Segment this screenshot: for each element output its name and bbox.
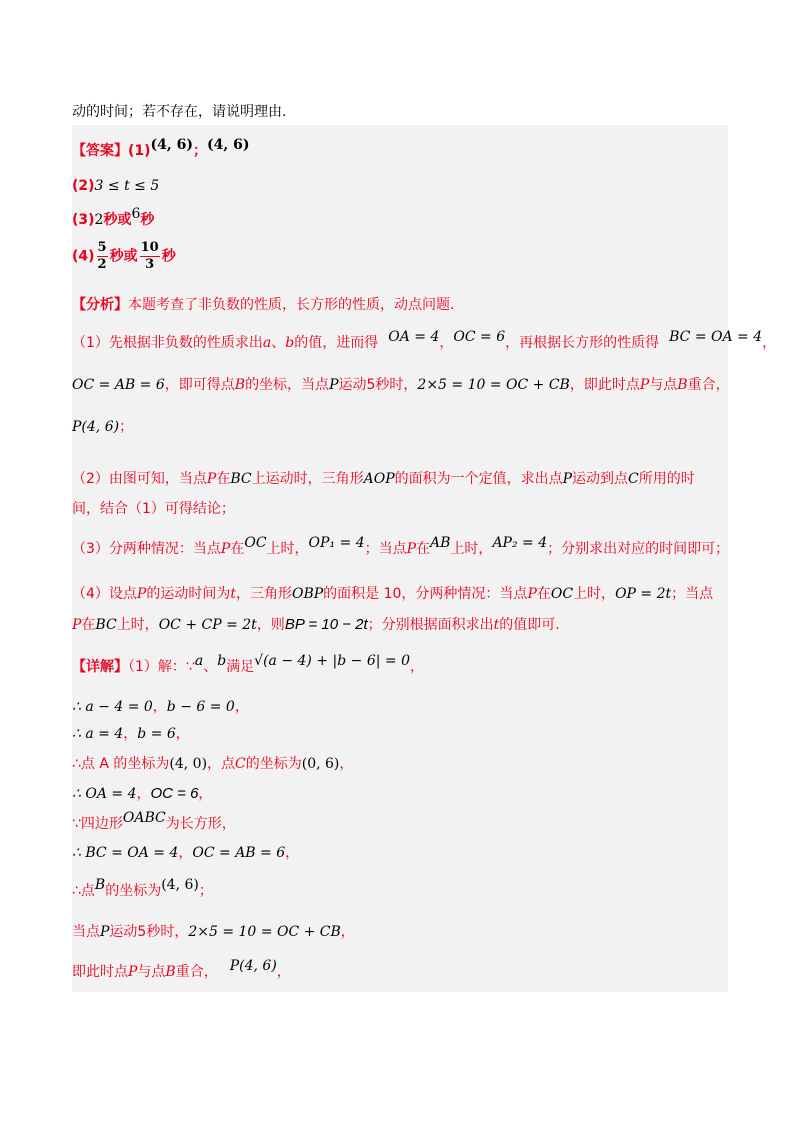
detail-line-9 <box>72 921 355 941</box>
equation: BC = OA = 4 <box>669 329 763 345</box>
analysis-line-0 <box>72 294 454 314</box>
analysis-text: 在 <box>536 586 551 602</box>
detail-text: ， <box>340 924 355 940</box>
answer-part-4-middle: 秒或 <box>109 248 138 265</box>
answer-part-3-prefix: (3) <box>72 212 95 228</box>
detail-text: ， <box>410 659 424 675</box>
detail-text: ， <box>152 699 167 715</box>
detail-line-2 <box>72 696 249 716</box>
answer-part-1-prefix: (1) <box>128 143 151 159</box>
question-text-tail: 动的时间；若不存在，请说明理由. <box>72 104 287 120</box>
analysis-intro: 本题考查了非负数的性质，长方形的性质，动点问题. <box>128 297 455 313</box>
equation: OA = 4 <box>388 329 440 345</box>
detail-text: 即此时点 <box>72 964 128 980</box>
analysis-text: 上运动时，三角形 <box>251 471 364 487</box>
analysis-line-7 <box>72 583 713 603</box>
analysis-text: ；分别根据面积求出 <box>367 617 494 633</box>
analysis-line-4 <box>72 468 695 488</box>
triangle-OBP: OBP <box>291 586 324 602</box>
analysis-line-1 <box>72 329 777 352</box>
analysis-text: （4）设点 <box>72 586 137 602</box>
equation: b = 6 <box>137 726 176 742</box>
analysis-text: 上时， <box>450 541 493 557</box>
segment-OC: OC <box>244 535 267 551</box>
detail-text: ∴点 <box>72 883 95 899</box>
point-P: P <box>527 586 537 602</box>
segment-BC: BC <box>95 617 117 633</box>
analysis-text: ；当点 <box>671 586 714 602</box>
detail-text: ， <box>285 845 300 861</box>
fraction-1-numerator: 5 <box>97 240 107 255</box>
detail-text: ， <box>339 756 354 772</box>
detail-line-3 <box>72 723 190 743</box>
analysis-text: ， <box>762 335 777 351</box>
equation: OP = 2t <box>615 586 672 602</box>
equation: 2×5 = 10 = OC + CB <box>417 377 570 393</box>
point-P: P <box>72 617 82 633</box>
analysis-text: 的面积是 10，分两种情况：当点 <box>323 586 528 602</box>
answer-part-2-expression: 3 ≤ t ≤ 5 <box>94 178 160 194</box>
detail-line-6 <box>72 810 236 833</box>
answer-line-4 <box>72 240 176 273</box>
coordinate-C: (0, 6) <box>301 756 340 772</box>
point-C: C <box>235 756 246 772</box>
analysis-text: 重合， <box>687 377 730 393</box>
equation: √(a − 4) + |b − 6| = 0 <box>254 653 410 669</box>
point-P: P <box>562 471 573 487</box>
detail-text: 的坐标为 <box>105 883 162 899</box>
answer-part-3-end: 秒 <box>140 212 155 228</box>
answer-label: 【答案】 <box>72 143 128 159</box>
answer-line-3 <box>72 206 155 229</box>
segment-BC: BC <box>230 471 252 487</box>
answer-line-2 <box>72 178 159 194</box>
detail-text: ， <box>234 699 249 715</box>
equation: BP = 10 − 2t <box>284 616 368 633</box>
detail-text: ， <box>198 786 213 802</box>
detail-text: 的坐标为 <box>245 756 302 772</box>
analysis-text: 运动到点 <box>572 471 629 487</box>
answer-part-1-value-1: (4, 6) <box>150 137 194 153</box>
analysis-line-8 <box>72 614 560 634</box>
detail-text: ∵四边形 <box>72 816 123 832</box>
analysis-text: ；分别求出对应的时间即可； <box>547 541 730 557</box>
equation: OP₁ = 4 <box>308 535 365 551</box>
equation: 2×5 = 10 = OC + CB <box>188 924 341 940</box>
equation: P(4, 6) <box>72 419 120 435</box>
point-B: B <box>94 877 106 893</box>
analysis-text: 的面积为一个定值，求出点 <box>394 471 563 487</box>
analysis-text: 的值，进而得 <box>294 335 379 351</box>
detail-line-1 <box>72 653 424 676</box>
analysis-text: 运动5秒时， <box>338 377 418 393</box>
analysis-text: 在 <box>216 471 231 487</box>
analysis-text: 所用的时 <box>638 471 695 487</box>
analysis-text: ，则 <box>256 617 285 633</box>
analysis-text: 上时， <box>116 617 159 633</box>
detail-text: 重合， <box>175 964 218 980</box>
analysis-line-5: 间，结合（1）可得结论； <box>72 501 235 517</box>
analysis-text: 在 <box>230 541 245 557</box>
analysis-line-2 <box>72 374 730 394</box>
detail-line-5 <box>72 783 212 803</box>
point-P: P <box>639 377 650 393</box>
analysis-text: 的运动时间为 <box>146 586 231 602</box>
analysis-text: ；当点 <box>364 541 407 557</box>
equation: OC = 6 <box>150 785 199 802</box>
detail-text: ， <box>136 786 151 802</box>
answer-part-4-fraction-1 <box>97 240 108 273</box>
equation: ∴ a = 4 <box>72 726 124 742</box>
equation: b − 6 = 0 <box>166 699 235 715</box>
answer-part-4-end: 秒 <box>161 248 176 265</box>
analysis-text: ， <box>439 335 454 351</box>
analysis-text: 的坐标，当点 <box>245 377 330 393</box>
detail-text: ； <box>198 883 213 899</box>
answer-part-3-middle: 秒或 <box>103 212 132 228</box>
detail-text: 当点 <box>72 924 100 940</box>
detail-label: 【详解】 <box>72 659 128 675</box>
point-P: P <box>136 586 147 602</box>
equation: ∴ BC = OA = 4 <box>72 845 179 861</box>
var-b: b <box>217 653 227 669</box>
point-B: B <box>234 377 246 393</box>
var-t: t <box>230 586 236 602</box>
coordinate-B: (4, 6) <box>161 877 199 893</box>
analysis-text: 在 <box>81 617 96 633</box>
analysis-text: ，再根据长方形的性质得 <box>505 335 660 351</box>
detail-text: ， <box>175 726 190 742</box>
segment-AB: AB <box>430 535 451 551</box>
analysis-text: 与点 <box>649 377 678 393</box>
answer-part-1-value-2: (4, 6) <box>207 137 250 153</box>
analysis-text: 、 <box>271 335 286 351</box>
point-P: P <box>220 541 231 557</box>
detail-line-4 <box>72 753 353 773</box>
equation: OC = 6 <box>453 329 506 345</box>
detail-line-10 <box>72 958 291 981</box>
analysis-text: （2）由图可知，当点 <box>72 471 207 487</box>
point-P: P <box>128 964 138 980</box>
detail-text: 、 <box>203 659 218 675</box>
var-a: a <box>262 335 272 351</box>
point-C: C <box>628 471 639 487</box>
answer-part-4-prefix: (4) <box>72 248 95 265</box>
detail-line-8 <box>72 877 213 900</box>
answer-part-3-value-1: 2 <box>94 212 104 228</box>
detail-text: ，点 <box>207 756 236 772</box>
equation: OC = AB = 6 <box>192 845 286 861</box>
detail-line-7 <box>72 842 299 862</box>
answer-line-1 <box>72 137 250 160</box>
quadrilateral-OABC: OABC <box>122 810 166 826</box>
answer-part-4-fraction-2 <box>140 240 160 273</box>
analysis-text: （3）分两种情况：当点 <box>72 541 221 557</box>
segment-OC: OC <box>550 586 574 602</box>
equation: OC = AB = 6 <box>72 377 165 393</box>
fraction-1-denominator: 2 <box>97 257 107 272</box>
analysis-text: ，即此时点 <box>569 377 640 393</box>
point-P: P <box>100 924 110 940</box>
analysis-text: 上时， <box>266 541 309 557</box>
coordinate-A: (4, 0) <box>169 756 208 772</box>
analysis-label: 【分析】 <box>72 297 128 313</box>
fraction-2-denominator: 3 <box>145 257 155 272</box>
answer-part-3-value-2: 6 <box>131 206 141 222</box>
analysis-line-6 <box>72 535 730 558</box>
detail-text: ， <box>123 726 138 742</box>
var-b: b <box>285 335 295 351</box>
detail-text: ， <box>178 845 193 861</box>
equation: ∴ a − 4 = 0 <box>72 699 153 715</box>
analysis-text: ，三角形 <box>235 586 292 602</box>
detail-text: 满足 <box>226 659 255 675</box>
detail-text: ， <box>276 964 291 980</box>
equation: ∴ OA = 4 <box>72 786 137 802</box>
analysis-text: 在 <box>416 541 431 557</box>
triangle-AOP: AOP <box>363 471 395 487</box>
analysis-line-3 <box>72 416 133 436</box>
point-P: P <box>329 377 339 393</box>
answer-part-2-prefix: (2) <box>72 178 95 194</box>
detail-text: 与点 <box>137 964 166 980</box>
analysis-text: 的值即可. <box>499 617 560 633</box>
point-P: P <box>206 471 217 487</box>
detail-text: 运动5秒时， <box>109 924 189 940</box>
equation: OC + CP = 2t <box>158 617 257 633</box>
answer-part-1-separator: ； <box>193 143 208 159</box>
detail-text: （1）解：∵ <box>128 659 195 675</box>
point-B: B <box>677 377 688 393</box>
fraction-2-numerator: 10 <box>140 240 159 255</box>
analysis-text: 上时， <box>573 586 616 602</box>
analysis-text: （1）先根据非负数的性质求出 <box>72 335 263 351</box>
point-B: B <box>165 964 176 980</box>
detail-text: ∴点 A 的坐标为 <box>72 756 170 772</box>
equation: P(4, 6) <box>229 958 277 974</box>
analysis-text: ，即可得点 <box>164 377 235 393</box>
var-a: a <box>194 653 204 669</box>
point-P: P <box>406 541 417 557</box>
detail-text: 为长方形， <box>165 816 236 832</box>
equation: AP₂ = 4 <box>492 535 548 551</box>
analysis-text: ； <box>119 419 134 435</box>
var-t: t <box>493 617 500 633</box>
